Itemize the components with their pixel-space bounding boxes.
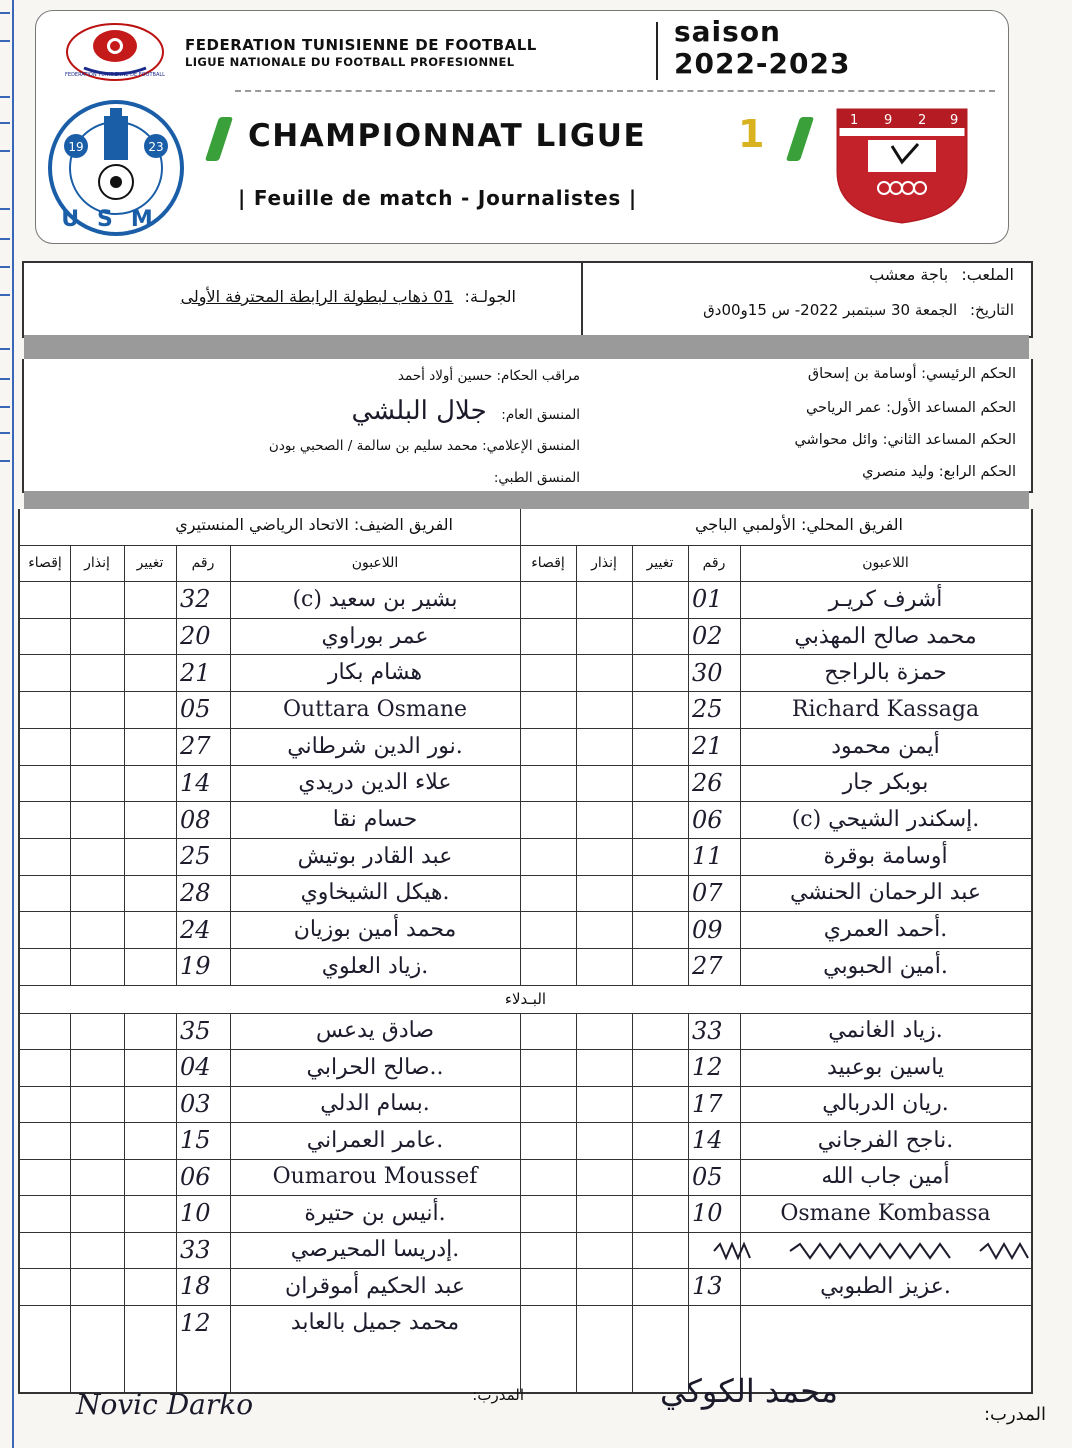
away-player-number: 12 bbox=[180, 1308, 211, 1337]
championship-number: 1 bbox=[738, 112, 765, 156]
home-player-number: 11 bbox=[692, 842, 723, 871]
away-player-name: علاء الدين دريدي bbox=[298, 770, 452, 796]
home-player-number: 01 bbox=[692, 585, 723, 614]
away-player-name: هيكل الشيخاوي. bbox=[300, 880, 450, 906]
away-player-name: حسام نقا bbox=[332, 807, 418, 833]
home-col-header-number: رقم bbox=[702, 555, 726, 571]
home-player-name: زياد الغانمي. bbox=[828, 1018, 943, 1044]
home-player-name: بوبكر جار bbox=[842, 770, 929, 796]
column-line bbox=[632, 545, 633, 1392]
away-player-name: Outtara Osmane bbox=[282, 696, 468, 722]
home-player-name: أمين الحبوبي. bbox=[823, 953, 948, 979]
away-player-name: عمر بوراوي bbox=[321, 623, 429, 649]
away-player-number: 04 bbox=[180, 1053, 211, 1082]
away-player-number: 20 bbox=[180, 622, 211, 651]
date-label: التاريخ: bbox=[970, 301, 1014, 319]
assistant-referee-2: الحكم المساعد الثاني: وائل محواشي bbox=[794, 432, 1016, 448]
home-player-name: Osmane Kombassa bbox=[780, 1200, 991, 1226]
svg-text:23: 23 bbox=[148, 140, 164, 154]
home-player-name: Richard Kassaga bbox=[791, 696, 980, 722]
away-player-name: إدريسا المحيرصي. bbox=[290, 1237, 460, 1263]
home-player-number: 21 bbox=[692, 732, 723, 761]
away-player-number: 28 bbox=[180, 878, 211, 907]
home-player-number: 30 bbox=[692, 658, 723, 687]
general-coordinator-signature: جلال البلشي bbox=[351, 396, 487, 426]
federation-logo bbox=[58, 16, 172, 82]
home-player-number: 13 bbox=[692, 1272, 723, 1301]
home-player-name: (c) إسكندر الشيحي. bbox=[791, 807, 980, 833]
team-sheet-table bbox=[18, 509, 1033, 1394]
separator-band-2 bbox=[24, 491, 1029, 509]
away-col-header-expulsion: إقصاء bbox=[28, 555, 62, 571]
crossed-out-entry bbox=[710, 1240, 1040, 1262]
away-player-number: 15 bbox=[180, 1126, 211, 1155]
date-value: الجمعة 30 سبتمبر 2022- س 15و00دق bbox=[703, 301, 958, 319]
stadium-value: باجة معشب bbox=[869, 265, 949, 284]
away-player-number: 33 bbox=[180, 1235, 211, 1264]
away-player-number: 08 bbox=[180, 805, 211, 834]
svg-text:2: 2 bbox=[918, 113, 927, 128]
home-player-number: 14 bbox=[692, 1126, 723, 1155]
away-player-number: 18 bbox=[180, 1272, 211, 1301]
away-player-name: عبد الحكيم أموقران bbox=[285, 1273, 465, 1299]
fourth-referee: الحكم الرابع: وليد منصري bbox=[862, 464, 1016, 480]
round-value: 01 ذهاب لبطولة الرابطة المحترفة الأولى bbox=[180, 287, 454, 306]
round bbox=[181, 287, 516, 306]
svg-text:1: 1 bbox=[850, 113, 859, 128]
home-player-name: حمزة بالراجح bbox=[824, 660, 947, 686]
away-player-number: 35 bbox=[180, 1016, 211, 1045]
away-player-name: محمد جميل بالعابد bbox=[290, 1310, 460, 1336]
away-player-number: 27 bbox=[180, 732, 211, 761]
match-date bbox=[703, 301, 1014, 319]
home-player-number: 07 bbox=[692, 878, 723, 907]
home-player-number: 06 bbox=[692, 805, 723, 834]
home-player-name: ناجح الفرجاني. bbox=[817, 1127, 954, 1153]
season-value: 2022-2023 bbox=[674, 47, 851, 80]
season-block bbox=[674, 16, 850, 80]
home-player-name: محمد صالح المهذبي bbox=[794, 623, 977, 649]
away-player-name: صالح الحرابي.. bbox=[306, 1054, 444, 1080]
svg-text:FEDERATION TUNISIENNE DE FOOTB: FEDERATION TUNISIENNE DE FOOTBALL bbox=[65, 72, 165, 78]
away-coach-label: المدرب: bbox=[472, 1386, 524, 1404]
away-player-number: 25 bbox=[180, 842, 211, 871]
away-player-name: نور الدين شرطاني. bbox=[287, 733, 463, 759]
column-line bbox=[576, 545, 577, 1392]
medical-coordinator: المنسق الطبي: bbox=[493, 470, 580, 486]
away-player-name: زياد العلوي. bbox=[321, 953, 429, 979]
column-line bbox=[124, 545, 125, 1392]
stadium-label: الملعب: bbox=[961, 265, 1014, 284]
home-player-number: 09 bbox=[692, 915, 723, 944]
away-player-number: 06 bbox=[180, 1162, 211, 1191]
referee-observer: مراقب الحكام: حسين أولاد أحمد bbox=[397, 368, 580, 384]
home-player-number: 05 bbox=[692, 1162, 723, 1191]
home-player-name: أمين جاب الله bbox=[821, 1164, 950, 1190]
home-player-name: أحمد العمري. bbox=[823, 917, 948, 943]
away-col-header-warning: إنذار bbox=[84, 555, 110, 571]
home-col-header-warning: إنذار bbox=[591, 555, 617, 571]
away-player-name: عامر العمراني. bbox=[306, 1127, 444, 1153]
svg-text:9: 9 bbox=[950, 113, 959, 128]
away-player-name: Oumarou Moussef bbox=[272, 1164, 478, 1190]
svg-text:9: 9 bbox=[884, 113, 893, 128]
home-player-name: أوسامة بوقرة bbox=[823, 843, 948, 869]
home-player-number: 17 bbox=[692, 1089, 723, 1118]
row-line bbox=[20, 1305, 1031, 1306]
bench-label: البـدلاء bbox=[504, 989, 547, 1008]
league-name: LIGUE NATIONALE DU FOOTBALL PROFESIONNEL bbox=[185, 55, 515, 69]
usm-logo bbox=[40, 98, 192, 238]
home-player-number: 27 bbox=[692, 952, 723, 981]
home-col-header-expulsion: إقصاء bbox=[531, 555, 565, 571]
home-col-header-sub: تغيير bbox=[646, 555, 674, 571]
away-player-name: (c) بشير بن سعيد bbox=[292, 586, 458, 612]
general-coordinator bbox=[351, 396, 580, 426]
olympique-beja-logo bbox=[832, 106, 972, 224]
away-team-label: الفريق الضيف: الاتحاد الرياضي المنستيري bbox=[175, 515, 453, 534]
away-player-name: عبد القادر بوتيش bbox=[297, 843, 453, 869]
championship-title: CHAMPIONNAT LIGUE bbox=[248, 118, 647, 154]
stadium bbox=[869, 265, 1014, 284]
home-player-name: أيمن محمود bbox=[831, 733, 940, 759]
away-col-header-number: رقم bbox=[191, 555, 215, 571]
away-player-number: 32 bbox=[180, 585, 211, 614]
header-divider bbox=[235, 90, 995, 92]
home-player-name: عزيز الطبوبي. bbox=[820, 1273, 951, 1299]
away-player-number: 03 bbox=[180, 1089, 211, 1118]
home-player-number: 25 bbox=[692, 695, 723, 724]
svg-text:19: 19 bbox=[68, 140, 84, 154]
away-player-number: 21 bbox=[180, 658, 211, 687]
away-player-name: أنيس بن حتيرة. bbox=[304, 1200, 446, 1226]
away-col-header-players: اللاعبون bbox=[351, 555, 399, 571]
away-player-number: 19 bbox=[180, 952, 211, 981]
svg-text:USM: USM bbox=[61, 207, 171, 232]
home-col-header-players: اللاعبون bbox=[862, 555, 909, 571]
binder-edge bbox=[0, 0, 14, 1448]
separator-band bbox=[24, 335, 1029, 359]
home-player-name: عبد الرحمان الحنشي bbox=[789, 880, 982, 906]
round-label: الجولـة: bbox=[464, 287, 516, 306]
assistant-referee-1: الحكم المساعد الأول: عمر الرياحي bbox=[805, 400, 1016, 416]
away-player-number: 14 bbox=[180, 768, 211, 797]
home-player-number: 12 bbox=[692, 1053, 723, 1082]
away-col-header-sub: تغيير bbox=[136, 555, 164, 571]
column-line bbox=[520, 509, 521, 1392]
home-player-name: ريان الدربالي. bbox=[822, 1091, 949, 1117]
general-coordinator-label: المنسق العام: bbox=[501, 407, 580, 423]
away-player-number: 10 bbox=[180, 1199, 211, 1228]
season-label: saison bbox=[674, 15, 781, 48]
home-player-number: 02 bbox=[692, 622, 723, 651]
home-player-number: 33 bbox=[692, 1016, 723, 1045]
column-line bbox=[70, 545, 71, 1392]
sheet-title: | Feuille de match - Journalistes | bbox=[238, 186, 638, 210]
away-player-name: هشام بكار bbox=[327, 660, 423, 686]
away-player-name: بسام الدلي. bbox=[320, 1091, 430, 1117]
away-player-name: صادق يدعس bbox=[315, 1018, 435, 1044]
home-player-number: 26 bbox=[692, 768, 723, 797]
federation-name: FEDERATION TUNISIENNE DE FOOTBALL bbox=[185, 36, 537, 54]
away-player-number: 05 bbox=[180, 695, 211, 724]
header-separator bbox=[656, 22, 658, 80]
home-player-number: 10 bbox=[692, 1199, 723, 1228]
away-player-name: محمد أمين بوزيان bbox=[293, 917, 457, 943]
home-coach-signature: محمد الكوكي bbox=[660, 1372, 839, 1410]
main-referee: الحكم الرئيسي: أوسامة بن إسحاق bbox=[807, 366, 1016, 382]
home-team-label: الفريق المحلي: الأولمبي الباجي bbox=[694, 515, 903, 534]
home-player-name: أشرف كريـر bbox=[828, 586, 943, 612]
away-player-number: 24 bbox=[180, 915, 211, 944]
away-coach-signature: Novic Darko bbox=[76, 1388, 254, 1421]
home-coach-label: المدرب: bbox=[983, 1404, 1046, 1425]
home-player-name: ياسين بوعبيد bbox=[826, 1054, 945, 1080]
media-coordinator: المنسق الإعلامي: محمد سليم بن سالمة / الصحبي بودن bbox=[268, 438, 580, 454]
